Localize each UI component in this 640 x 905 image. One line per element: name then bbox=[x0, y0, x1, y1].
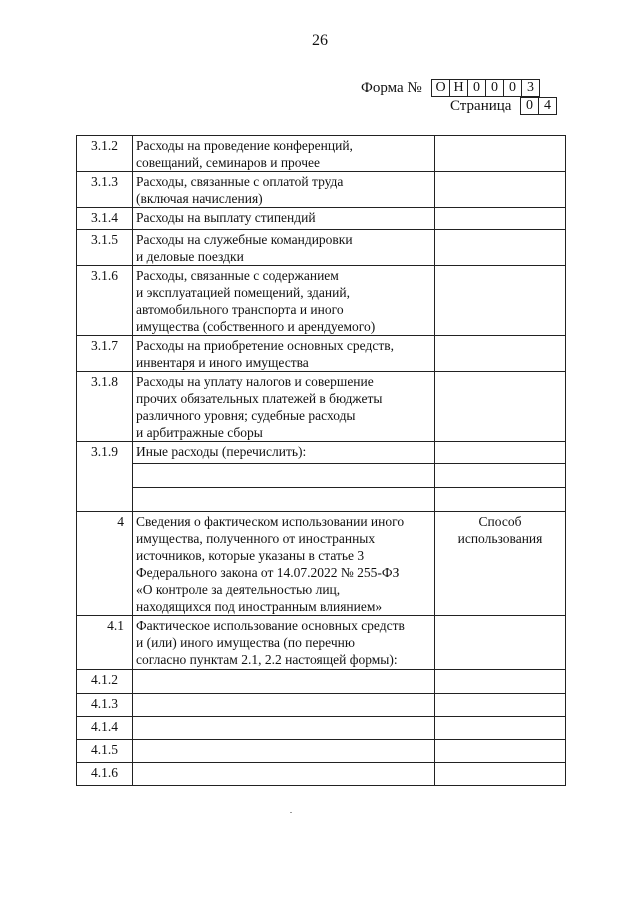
form-code-cell: 0 bbox=[467, 79, 486, 97]
row-number: 4.1.5 bbox=[77, 740, 133, 763]
form-number-label: Форма № bbox=[361, 80, 422, 96]
row-number: 4.1.2 bbox=[77, 670, 133, 694]
row-number: 4 bbox=[77, 512, 133, 616]
table-row bbox=[77, 740, 566, 763]
row-value-cell bbox=[435, 336, 566, 372]
row-number: 3.1.3 bbox=[77, 172, 133, 208]
form-code-cell: 0 bbox=[503, 79, 522, 97]
row-value-cell bbox=[435, 763, 566, 786]
table-row bbox=[77, 670, 566, 694]
row-text: Расходы на служебные командировки и деловые поездки bbox=[133, 230, 435, 266]
row-text: Расходы на выплату стипендий bbox=[133, 208, 435, 230]
table-row bbox=[77, 763, 566, 786]
row-value-cell bbox=[435, 266, 566, 336]
row-text: Расходы на уплату налогов и совершение прочих обязательных платежей в бюджеты различного уровня; судебные расходы и арбитражные сборы bbox=[133, 372, 435, 442]
row-value-cell bbox=[435, 464, 566, 488]
table-row bbox=[77, 136, 566, 172]
row-text bbox=[133, 694, 435, 717]
blank-entry-cell bbox=[133, 488, 435, 512]
row-value-cell bbox=[435, 740, 566, 763]
page-number-boxes bbox=[521, 97, 557, 115]
row-value-cell bbox=[435, 488, 566, 512]
row-number: 3.1.6 bbox=[77, 266, 133, 336]
page-number: 26 bbox=[312, 32, 328, 49]
row-number: 3.1.5 bbox=[77, 230, 133, 266]
row-text: Фактическое использование основных средств и (или) иного имущества (по перечню согласно пунктам 2.1, 2.2 настоящей формы): bbox=[133, 616, 435, 670]
row-value-cell bbox=[435, 136, 566, 172]
row-value-cell bbox=[435, 208, 566, 230]
row-text: Расходы на приобретение основных средств, инвентаря и иного имущества bbox=[133, 336, 435, 372]
table-row bbox=[77, 336, 566, 372]
table-row-blank bbox=[77, 488, 566, 512]
table-row bbox=[77, 694, 566, 717]
table-row-section-header bbox=[77, 512, 566, 616]
table-row bbox=[77, 616, 566, 670]
row-number: 3.1.8 bbox=[77, 372, 133, 442]
table-row bbox=[77, 172, 566, 208]
row-text: Расходы, связанные с содержанием и эксплуатацией помещений, зданий, автомобильного транспорта и иного имущества (собственного и арендуемого) bbox=[133, 266, 435, 336]
table-row bbox=[77, 372, 566, 442]
table-row bbox=[77, 442, 566, 464]
row-value-cell bbox=[435, 694, 566, 717]
row-number: 3.1.2 bbox=[77, 136, 133, 172]
row-text: Расходы, связанные с оплатой труда (включая начисления) bbox=[133, 172, 435, 208]
form-code-cell: 3 bbox=[521, 79, 540, 97]
row-number: 4.1.3 bbox=[77, 694, 133, 717]
page-code-cell: 0 bbox=[520, 97, 539, 115]
row-text bbox=[133, 670, 435, 694]
row-value-cell bbox=[435, 372, 566, 442]
row-text: Сведения о фактическом использовании иного имущества, полученного от иностранных источников, которые указаны в статье 3 Федерального закона от 14.07.2022 № 255-ФЗ «О контроле за деятельностью лиц, находящихся под иностранным влиянием» bbox=[133, 512, 435, 616]
table-row bbox=[77, 230, 566, 266]
row-number: 4.1 bbox=[77, 616, 133, 670]
table-row-blank bbox=[77, 464, 566, 488]
table-row bbox=[77, 208, 566, 230]
form-table bbox=[76, 135, 566, 786]
blank-entry-cell bbox=[133, 464, 435, 488]
scan-artifact bbox=[290, 812, 292, 813]
row-value-cell bbox=[435, 442, 566, 464]
form-code-cell: 0 bbox=[485, 79, 504, 97]
row-value-cell bbox=[435, 670, 566, 694]
row-value-cell bbox=[435, 717, 566, 740]
row-value-cell bbox=[435, 230, 566, 266]
row-number: 3.1.7 bbox=[77, 336, 133, 372]
row-text: Иные расходы (перечислить): bbox=[133, 442, 435, 464]
column-header-method: Способ использования bbox=[435, 512, 566, 616]
row-text bbox=[133, 740, 435, 763]
row-text: Расходы на проведение конференций, совещаний, семинаров и прочее bbox=[133, 136, 435, 172]
form-code-cell: О bbox=[431, 79, 450, 97]
row-number: 3.1.4 bbox=[77, 208, 133, 230]
row-text bbox=[133, 717, 435, 740]
row-value-cell bbox=[435, 616, 566, 670]
row-number: 4.1.4 bbox=[77, 717, 133, 740]
row-value-cell bbox=[435, 172, 566, 208]
page-code-cell: 4 bbox=[538, 97, 557, 115]
form-code-cell: Н bbox=[449, 79, 468, 97]
table-row bbox=[77, 266, 566, 336]
row-text bbox=[133, 763, 435, 786]
row-number: 3.1.9 bbox=[77, 442, 133, 512]
page-label: Страница bbox=[450, 98, 512, 114]
form-number-boxes bbox=[432, 79, 540, 97]
row-number: 4.1.6 bbox=[77, 763, 133, 786]
table-row bbox=[77, 717, 566, 740]
